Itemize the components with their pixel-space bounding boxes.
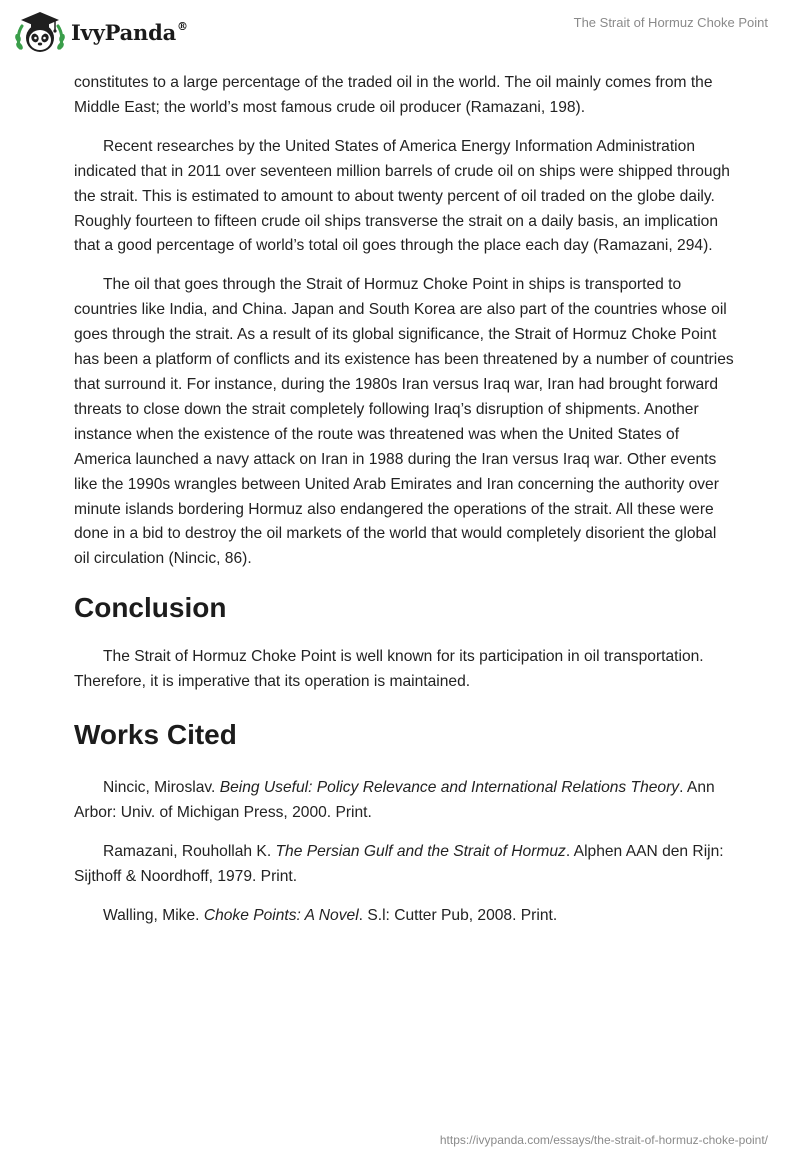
citation-walling (74, 904, 734, 929)
essay-content (74, 71, 734, 943)
registered-mark: ® (177, 19, 188, 33)
document-title: The Strait of Hormuz Choke Point (573, 15, 768, 30)
citation-author: Ramazani, Rouhollah K. (103, 842, 276, 860)
citation-ramazani (74, 840, 734, 890)
citation-publication: . S.l: Cutter Pub, 2008. Print. (358, 906, 558, 924)
works-cited-heading: Works Cited (74, 719, 237, 751)
ivypanda-logo[interactable] (14, 8, 188, 56)
citation-publication: . Ann Arbor: Univ. of Michigan Press, 2000. Print. (74, 779, 715, 821)
citation-publication: . Alphen AAN den Rijn: Sijthoff & Noordhoff, 1979. Print. (74, 842, 724, 885)
citation-author: Nincic, Miroslav. (103, 779, 220, 797)
conclusion-heading: Conclusion (74, 592, 227, 624)
citation-author: Walling, Mike. (103, 906, 204, 924)
citation-title: The Persian Gulf and the Strait of Hormuz (275, 842, 566, 860)
paragraph-oil-transport: The oil that goes through the Strait of Hormuz Choke Point in ships is transported to countries like India, and China. Japan and South Korea are also part of the countries whose oil goes through the strait. As a result of its global significance, the Strait of Hormuz Choke Point has been a platform of conflicts and its existence has been threatened by a number of countries that surround it. For instance, during the 1980s Iran versus Iraq war, Iran had brought forward threats to close down the strait completely following Iraq’s disruption of shipments. Another instance when the existence of the route was threatened was when the United States of America launched a navy attack on Iran in 1988 during the Iran versus Iraq war. Other events like the 1990s wrangles between United Arab Emirates and Iran concerning the authority over minute islands bordering Hormuz also endangered the operations of the strait. All these were done in a bid to destroy the oil markets of the world that would completely disorient the global oil circulation (Nincic, 86). (74, 276, 734, 568)
citation-nincic (74, 776, 734, 826)
logo-wordmark (71, 20, 188, 45)
footer-url-link[interactable]: https://ivypanda.com/essays/the-strait-of-hormuz-choke-point/ (439, 1133, 768, 1147)
citation-title: Being Useful: Policy Relevance and International Relations Theory (219, 779, 680, 797)
conclusion-paragraph: The Strait of Hormuz Choke Point is well known for its participation in oil transportation. Therefore, it is imperative that its operation is maintained. (74, 648, 704, 691)
panda-graduate-icon (14, 8, 66, 56)
paragraph-eia-research: Recent researches by the United States of America Energy Information Administration indicated that in 2011 over seventeen million barrels of crude oil on ships were shipped through the strait. This is estimated to amount to about twenty percent of oil traded on the globe daily. Roughly fourteen to fifteen crude oil ships transverse the strait on a daily basis, an implication that a good percentage of world’s total oil goes through the place each day (Ramazani, 294). (74, 137, 730, 255)
logo-brand-text: IvyPanda (71, 19, 177, 45)
citation-title: Choke Points: A Novel (203, 906, 359, 924)
paragraph-continuation: constitutes to a large percentage of the traded oil in the world. The oil mainly comes from the Middle East; the world’s most famous crude oil producer (Ramazani, 198). (74, 74, 713, 116)
page-header (0, 0, 800, 64)
